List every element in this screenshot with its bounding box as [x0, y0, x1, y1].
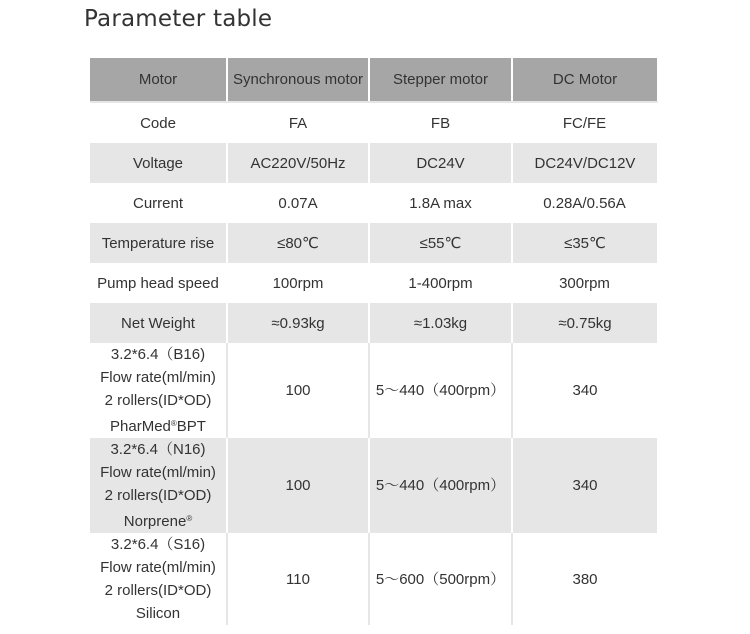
table-header-row — [90, 58, 657, 102]
label-line — [90, 507, 226, 533]
registered-mark: ® — [170, 419, 177, 428]
header-motor: Motor — [90, 58, 227, 102]
table-row — [90, 438, 657, 533]
table-row — [90, 343, 657, 438]
table-cell: DC24V — [369, 143, 512, 183]
table-cell: 110 — [227, 533, 369, 625]
table-cell: 340 — [512, 343, 657, 438]
table-row — [90, 183, 657, 223]
table-cell: 340 — [512, 438, 657, 533]
row-label: Current — [90, 183, 227, 223]
table-cell: ≤80℃ — [227, 223, 369, 263]
table-cell: FC/FE — [512, 102, 657, 143]
row-label: Temperature rise — [90, 223, 227, 263]
table-cell: 1-400rpm — [369, 263, 512, 303]
table-cell: 380 — [512, 533, 657, 625]
row-label: Net Weight — [90, 303, 227, 343]
label-line: Silicon — [135, 605, 181, 622]
row-label: Voltage — [90, 143, 227, 183]
table-cell: 5～440（400rpm） — [369, 343, 512, 438]
header-dc-motor: DC Motor — [512, 58, 657, 102]
table-cell: 1.8A max — [369, 183, 512, 223]
table-cell: 5～440（400rpm） — [369, 438, 512, 533]
table-cell: 0.28A/0.56A — [512, 183, 657, 223]
tube-material-suffix: BPT — [176, 418, 206, 435]
table-cell: DC24V/DC12V — [512, 143, 657, 183]
label-line: 2 rollers(ID*OD) — [104, 582, 212, 599]
table-row — [90, 303, 657, 343]
label-line: 2 rollers(ID*OD) — [104, 392, 212, 409]
header-stepper-motor: Stepper motor — [369, 58, 512, 102]
label-line: Flow rate(ml/min) — [100, 464, 216, 481]
parameter-table — [90, 58, 658, 625]
table-cell: AC220V/50Hz — [227, 143, 369, 183]
table-row — [90, 263, 657, 303]
label-line: 3.2*6.4（N16) — [110, 441, 206, 458]
row-label — [90, 533, 227, 625]
registered-mark: ® — [186, 514, 193, 523]
table-cell: 100 — [227, 343, 369, 438]
table-cell: 5～600（500rpm） — [369, 533, 512, 625]
tube-material: Norprene — [123, 513, 187, 530]
table-cell: 100rpm — [227, 263, 369, 303]
table-row — [90, 223, 657, 263]
table-cell: ≈0.93kg — [227, 303, 369, 343]
label-line — [90, 412, 226, 438]
table-row — [90, 533, 657, 625]
row-label: Code — [90, 102, 227, 143]
table-cell: ≤55℃ — [369, 223, 512, 263]
table-row — [90, 143, 657, 183]
label-line: 3.2*6.4（B16) — [110, 346, 206, 363]
row-label — [90, 438, 227, 533]
table-cell: ≈1.03kg — [369, 303, 512, 343]
table-cell: ≈0.75kg — [512, 303, 657, 343]
table-cell: 100 — [227, 438, 369, 533]
row-label — [90, 343, 227, 438]
page-title: Parameter table — [84, 6, 273, 32]
label-line: Flow rate(ml/min) — [100, 559, 216, 576]
table-cell: FB — [369, 102, 512, 143]
table-cell: 0.07A — [227, 183, 369, 223]
header-synchronous-motor: Synchronous motor — [227, 58, 369, 102]
table-cell: 300rpm — [512, 263, 657, 303]
row-label: Pump head speed — [90, 263, 227, 303]
table-row — [90, 102, 657, 143]
table-cell: FA — [227, 102, 369, 143]
label-line: 2 rollers(ID*OD) — [104, 487, 212, 504]
tube-material: PharMed — [110, 418, 171, 435]
label-line: 3.2*6.4（S16) — [110, 536, 206, 553]
label-line: Flow rate(ml/min) — [100, 369, 216, 386]
table-cell: ≤35℃ — [512, 223, 657, 263]
